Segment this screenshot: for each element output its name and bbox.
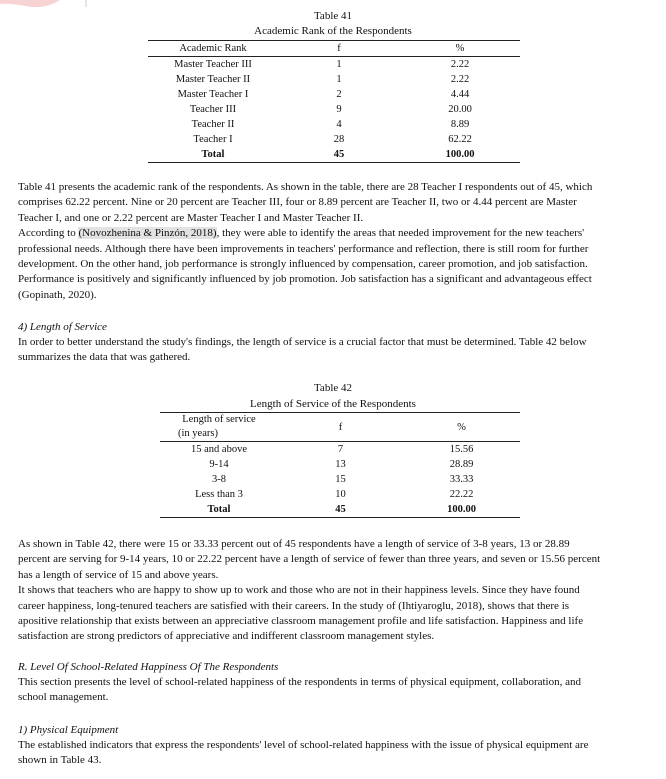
length-cell: 9-14 <box>209 459 229 470</box>
paragraph-table42-discussion <box>18 537 640 645</box>
text-line: summarizes the data that was gathered. <box>18 351 191 364</box>
table-row <box>148 72 520 87</box>
pct-cell: 62.22 <box>448 134 472 145</box>
text-line: professional needs. Although there have been improvements in teachers' performance and reflection, there is still room for further <box>18 242 589 255</box>
total-f: 45 <box>278 502 403 518</box>
pct-cell: 2.22 <box>450 59 470 70</box>
text-line: The established indicators that express the respondents' level of school-related happiness with the issue of physical equipment are <box>18 739 589 751</box>
text-line: satisfaction are strong predictors of appreciative and indifferent classroom management styles. <box>18 630 435 643</box>
table41-header-row <box>148 41 520 57</box>
table41-header-rank: Academic Rank <box>148 41 278 57</box>
text-line: career happiness, long-tenured teachers are satisfied with their careers. In the study of (Ihtiyaroglu, 2018), shows that there is <box>18 599 570 612</box>
f-cell: 9 <box>336 104 342 115</box>
table-row <box>148 57 520 73</box>
text-fragment: According to <box>18 227 79 240</box>
section-heading-physical-equipment: 1) Physical Equipment <box>18 724 119 736</box>
table42-header-f: f <box>278 413 403 442</box>
f-cell: 28 <box>333 134 345 145</box>
text-line: (Gopinath, 2020). <box>18 288 97 301</box>
pct-cell: 33.33 <box>449 474 474 485</box>
header-line: (in years) <box>178 428 218 439</box>
total-label: Total <box>160 502 278 518</box>
table-row <box>148 102 520 117</box>
text-line: As shown in Table 42, there were 15 or 33.33 percent out of 45 respondents have a length of service of 3-8 years, 13 or 28.89 <box>18 538 570 550</box>
rank-cell: Master Teacher II <box>175 74 251 85</box>
length-cell: 15 and above <box>191 444 247 455</box>
f-cell: 2 <box>336 89 342 100</box>
text-line: school management. <box>18 691 109 704</box>
section-heading-school-happiness: R. Level Of School-Related Happiness Of The Respondents <box>18 661 279 673</box>
table42-header-row <box>160 413 520 442</box>
total-f: 45 <box>278 147 400 163</box>
table41-subtitle: Academic Rank of the Respondents <box>254 25 412 37</box>
text-line: Teacher I, and one or 2.22 percent are Master Teacher I and Master Teacher II. <box>18 211 364 224</box>
f-cell: 10 <box>335 489 346 500</box>
text-line: has a length of service of 15 and above years. <box>18 568 219 581</box>
table42-total-row <box>160 502 520 518</box>
text-fragment: , they were able to identify the areas that needed improvement for the new teachers' <box>216 227 585 240</box>
total-label: Total <box>148 147 278 163</box>
text-line: Table 41 presents the academic rank of the respondents. As shown in the table, there are 28 Teacher I respondents out of 45, which <box>18 181 593 193</box>
text-line: development. On the other hand, job performance is strongly influenced by compensation, career promotion, and job satisfaction. <box>18 258 588 271</box>
paragraph-table41-discussion <box>18 180 640 303</box>
rank-cell: Teacher II <box>191 119 235 130</box>
section-heading-length-of-service: 4) Length of Service <box>18 321 107 333</box>
table-row <box>160 457 520 472</box>
pct-cell: 22.22 <box>449 489 474 500</box>
table42-title: Table 42 <box>313 382 353 394</box>
f-cell: 1 <box>336 74 342 85</box>
header-line: Length of service <box>182 414 256 425</box>
length-cell: 3-8 <box>212 474 226 485</box>
text-line: comprises 62.22 percent. Nine or 20 percent are Teacher III, four or 8.89 percent are Teacher II, two or 4.44 percent are Master <box>18 196 577 209</box>
total-pct: 100.00 <box>403 502 520 518</box>
table-row <box>148 132 520 147</box>
table41-total-row <box>148 147 520 163</box>
table-row <box>148 87 520 102</box>
f-cell: 15 <box>335 474 346 485</box>
f-cell: 7 <box>337 444 344 455</box>
table-row <box>148 117 520 132</box>
highlighted-citation: (Novozhenina & Pinzón, 2018) <box>78 227 217 240</box>
table-row <box>160 487 520 502</box>
table42-header-pct: % <box>403 413 520 442</box>
text-line: It shows that teachers who are happy to show up to work and those who are not in their happiness levels. Since they have found <box>18 584 580 597</box>
table42 <box>160 412 520 518</box>
text-line: In order to better understand the study's findings, the length of service is a crucial factor that must be determined. Table 42 below <box>18 336 587 348</box>
rank-cell: Master Teacher I <box>177 89 249 100</box>
f-cell: 13 <box>335 459 346 470</box>
rank-cell: Master Teacher III <box>174 59 252 70</box>
text-line: shown in Table 43. <box>18 754 102 767</box>
pct-cell: 4.44 <box>450 89 470 100</box>
table41 <box>148 40 520 163</box>
table41-title: Table 41 <box>313 10 353 22</box>
table-row <box>160 472 520 487</box>
length-cell: Less than 3 <box>195 489 243 500</box>
paragraph-physical-equipment-intro <box>18 738 640 769</box>
rank-cell: Teacher I <box>193 134 233 145</box>
paragraph-length-of-service-intro <box>18 335 640 366</box>
table42-subtitle: Length of Service of the Respondents <box>250 398 416 410</box>
table41-header-f: f <box>278 41 400 57</box>
f-cell: 4 <box>336 119 342 130</box>
rank-cell: Teacher III <box>189 104 237 115</box>
pct-cell: 2.22 <box>450 74 470 85</box>
text-line: Performance is positively and significantly influenced by job promotion. Job satisfaction has a significant and advantageous effect <box>18 273 592 286</box>
table41-header-pct: % <box>400 41 520 57</box>
f-cell: 1 <box>336 59 342 70</box>
text-line: This section presents the level of school-related happiness of the respondents in terms of physical equipment, collaboration, and <box>18 676 581 688</box>
table42-header-length <box>160 413 278 442</box>
citation-line <box>18 226 640 241</box>
pct-cell: 28.89 <box>449 459 474 470</box>
text-line: apositive relationship that exists between an appreciative classroom management profile and life satisfaction. Happiness and life <box>18 615 584 628</box>
table-row <box>160 442 520 458</box>
paragraph-school-happiness-intro <box>18 675 640 706</box>
pct-cell: 15.56 <box>449 444 474 455</box>
pct-cell: 20.00 <box>448 104 472 115</box>
total-pct: 100.00 <box>400 147 520 163</box>
text-line: percent are serving for 9-14 years, 10 or 22.22 percent have a length of service of fewer than three years, and seven or 15.56 percent <box>18 553 601 566</box>
pct-cell: 8.89 <box>450 119 470 130</box>
